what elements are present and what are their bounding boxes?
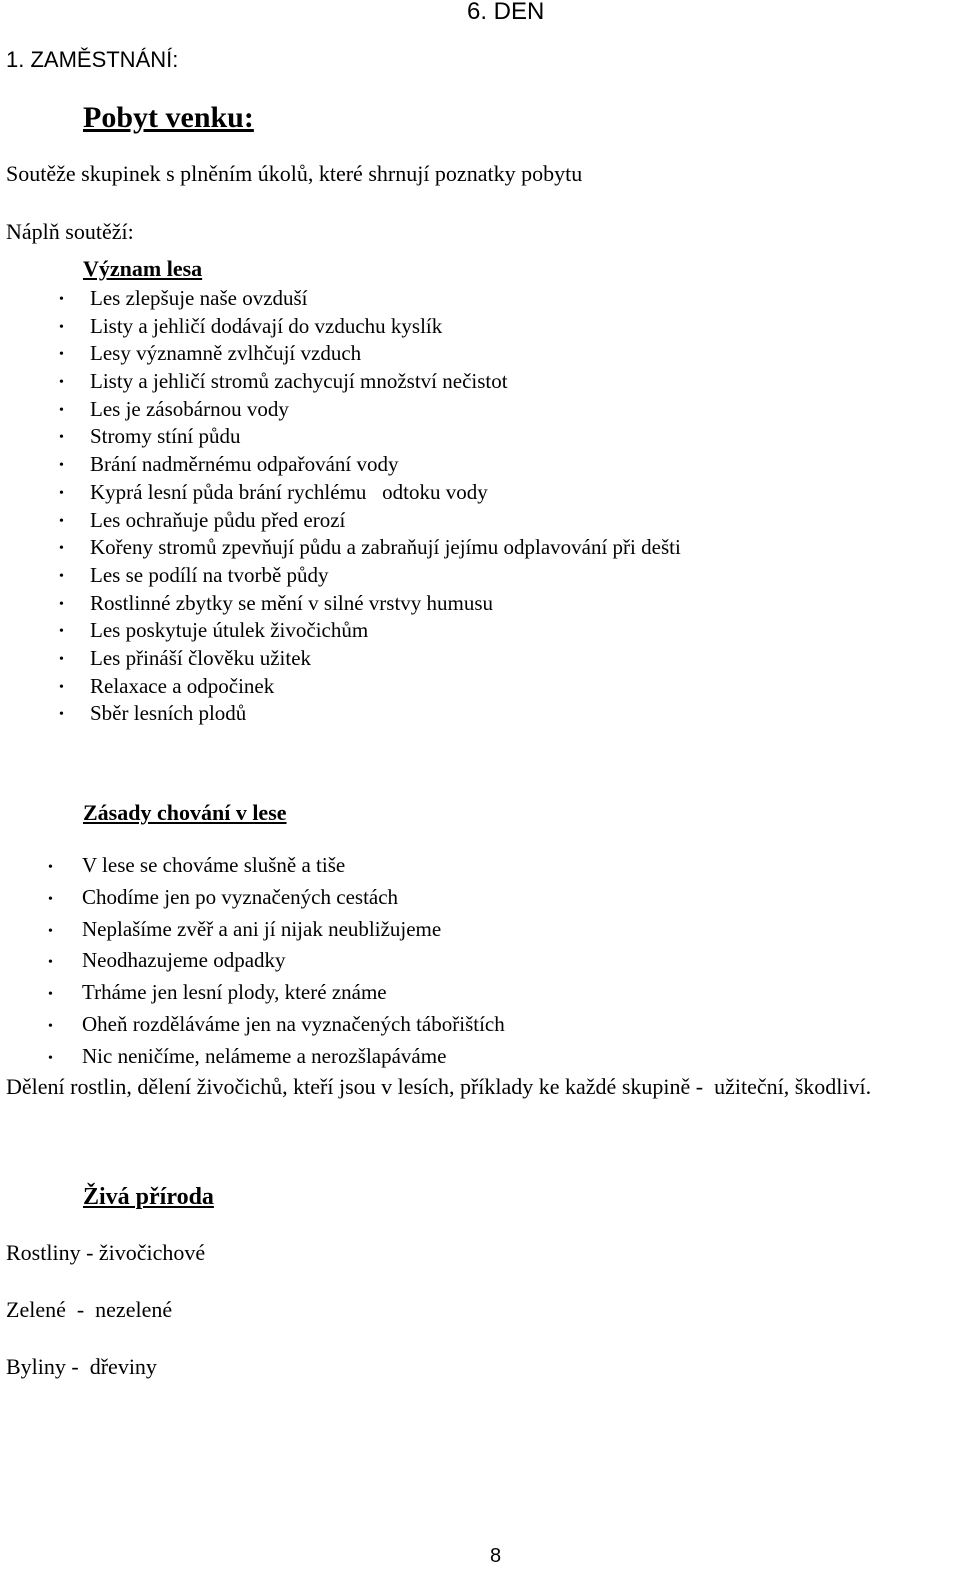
division-text: Dělení rostlin, dělení živočichů, kteří jsou v lesích, příklady ke každé skupině - užiteční, škodliví. — [6, 1074, 872, 1099]
list-item: • Relaxace a odpočinek — [59, 673, 275, 698]
bullet-icon: • — [59, 541, 64, 557]
bullet-icon: • — [59, 347, 64, 363]
living-nature-heading: Živá příroda — [83, 1184, 214, 1210]
bullet-icon: • — [48, 987, 53, 1003]
list-item: • Chodíme jen po vyznačených cestách — [82, 884, 505, 916]
bullet-icon: • — [59, 375, 64, 391]
list-item: • Neplašíme zvěř a ani jí nijak neubližujeme — [82, 916, 505, 948]
forest-importance-list — [59, 286, 681, 729]
list-item: • Kořeny stromů zpevňují půdu a zabraňují jejímu odplavování při dešti — [59, 535, 681, 560]
bullet-icon: • — [59, 319, 64, 335]
forest-rules-list — [48, 852, 505, 1075]
list-item: • Brání nadměrnému odpařování vody — [59, 452, 399, 477]
list-item: • Kyprá lesní půda brání rychlému odtoku vody — [59, 479, 488, 504]
bullet-icon: • — [48, 955, 53, 971]
bullet-icon: • — [48, 860, 53, 875]
page-number: 8 — [490, 1545, 502, 1567]
bullet-icon: • — [59, 458, 64, 474]
bullet-icon: • — [48, 891, 53, 907]
list-item: • Stromy stíní půdu — [59, 424, 241, 449]
list-item: • Oheň rozděláváme jen na vyznačených tábořištích — [82, 1011, 505, 1043]
bullet-icon: • — [59, 430, 64, 446]
bullet-icon: • — [48, 1018, 53, 1034]
bullet-icon: • — [59, 513, 64, 529]
list-item: • V lese se chováme slušně a tiše — [82, 852, 505, 884]
living-nature-pair: Byliny - dřeviny — [6, 1354, 157, 1379]
forest-rules-heading: Zásady chování v lese — [83, 800, 287, 825]
intro-text: Soutěže skupinek s plněním úkolů, které shrnují poznatky pobytu — [6, 161, 583, 186]
bullet-icon: • — [59, 707, 64, 723]
list-item: • Les se podílí na tvorbě půdy — [59, 562, 329, 587]
list-item: • Les zlepšuje naše ovzduší — [59, 286, 308, 310]
list-item: • Neodhazujeme odpadky — [82, 947, 505, 979]
bullet-icon: • — [59, 651, 64, 667]
list-item: • Les ochraňuje půdu před erozí — [59, 507, 346, 532]
list-item: • Nic neničíme, nelámeme a nerozšlapáváme — [82, 1043, 505, 1075]
list-item: • Les přináší člověku užitek — [59, 645, 312, 670]
forest-importance-heading: Význam lesa — [83, 256, 203, 281]
living-nature-pair: Rostliny - živočichové — [6, 1240, 206, 1265]
list-item: • Les je zásobárnou vody — [59, 396, 289, 421]
bullet-icon: • — [48, 1050, 53, 1066]
list-item: • Rostlinné zbytky se mění v silné vrstvy humusu — [59, 590, 494, 615]
list-item: • Lesy významně zvlhčují vzduch — [59, 341, 362, 366]
bullet-icon: • — [59, 485, 64, 501]
page-title: Pobyt venku: — [83, 101, 254, 134]
bullet-icon: • — [59, 402, 64, 418]
bullet-icon: • — [59, 624, 64, 640]
contents-label: Náplň soutěží: — [6, 219, 134, 244]
bullet-icon: • — [48, 923, 53, 939]
list-item: • Trháme jen lesní plody, které známe — [82, 979, 505, 1011]
bullet-icon: • — [59, 596, 64, 612]
living-nature-pair: Zelené - nezelené — [6, 1297, 173, 1322]
bullet-icon: • — [59, 292, 64, 307]
bullet-icon: • — [59, 679, 64, 695]
list-item: • Listy a jehličí dodávají do vzduchu kyslík — [59, 313, 443, 338]
day-heading: 6. DEN — [467, 0, 545, 25]
section-label: 1. ZAMĚSTNÁNÍ: — [6, 47, 179, 72]
bullet-icon: • — [59, 568, 64, 584]
list-item: • Les poskytuje útulek živočichům — [59, 618, 369, 643]
list-item: • Sběr lesních plodů — [59, 701, 247, 726]
list-item: • Listy a jehličí stromů zachycují množství nečistot — [59, 369, 508, 394]
